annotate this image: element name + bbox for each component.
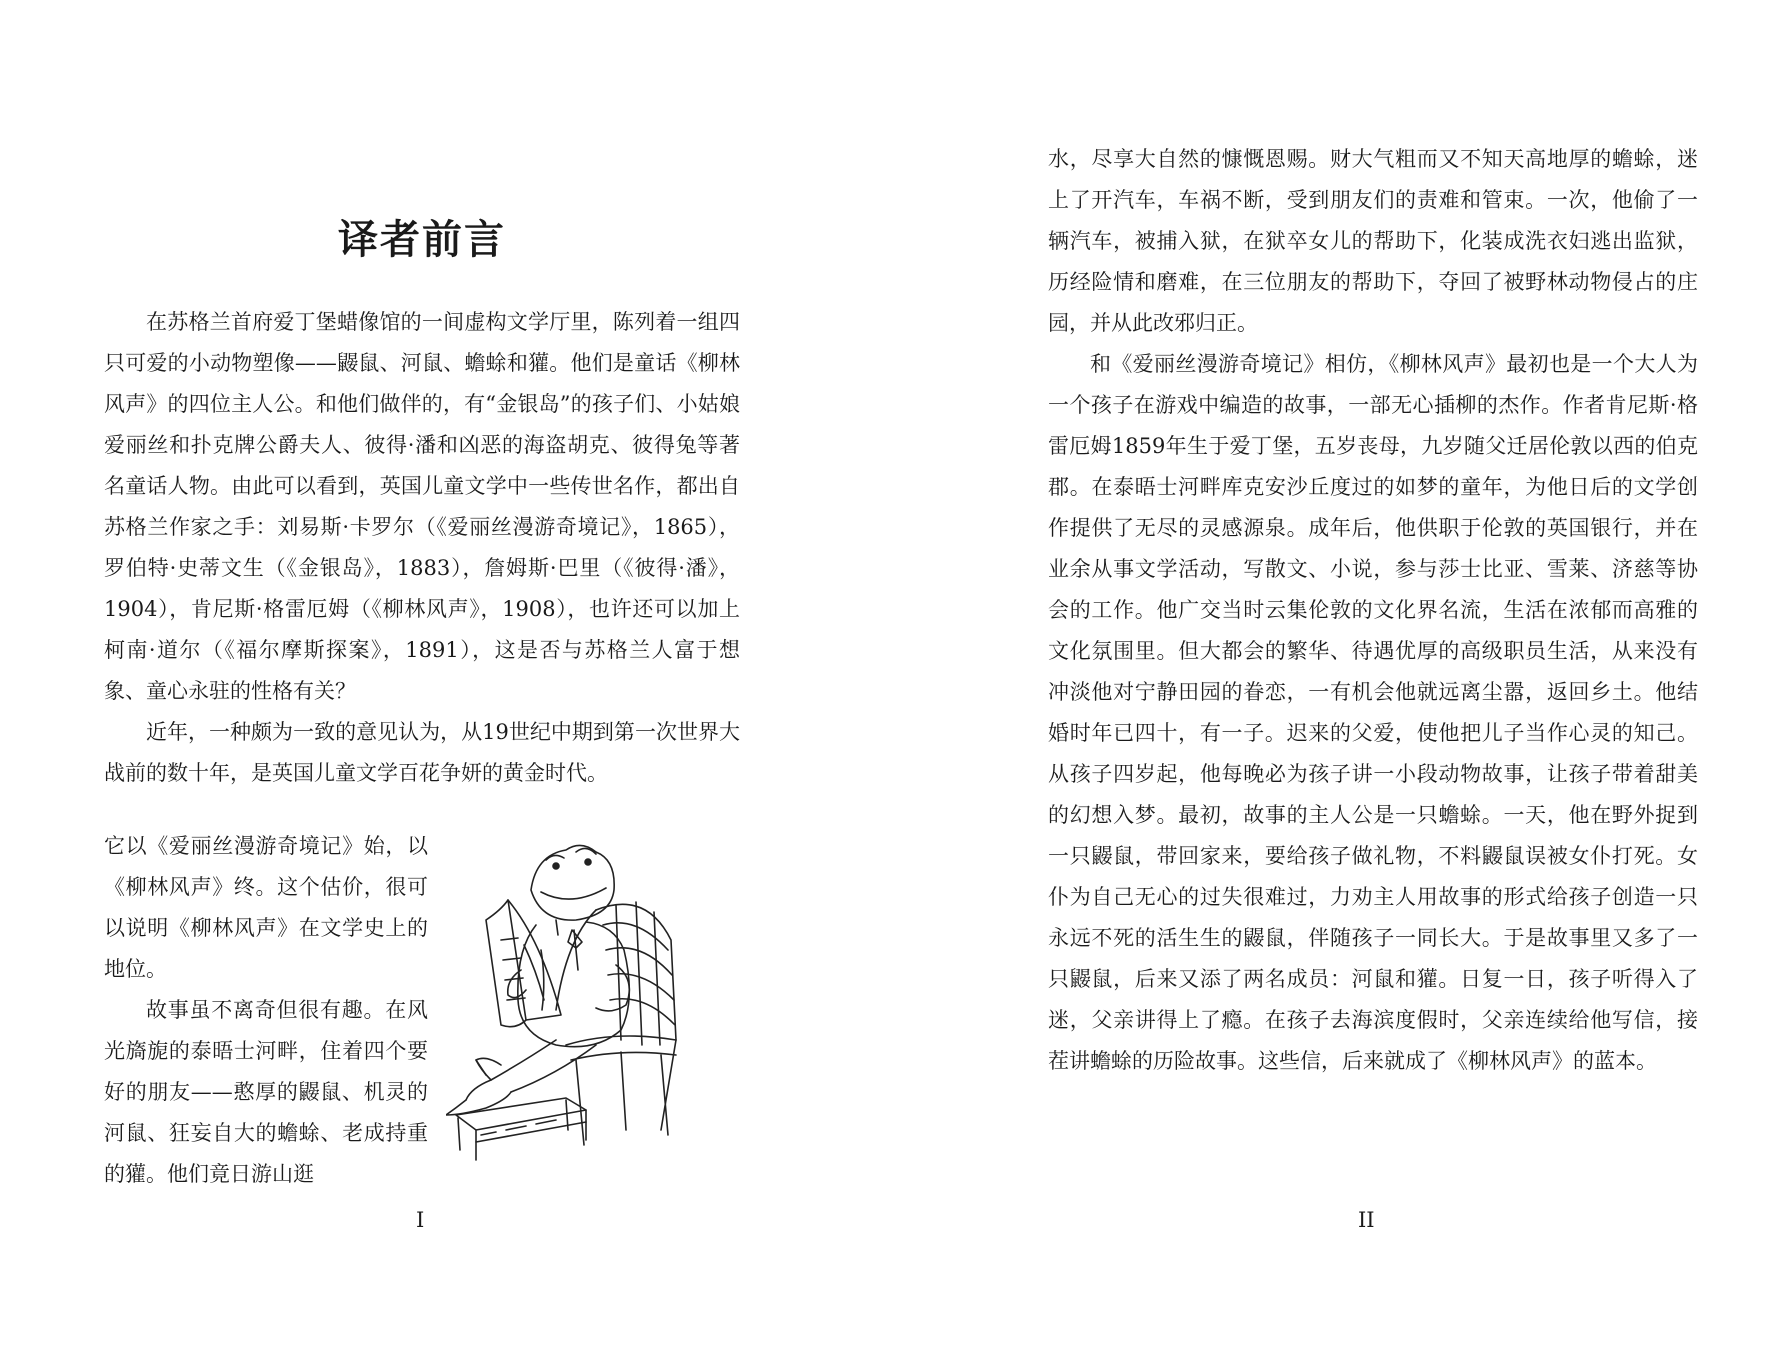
paragraph: 在苏格兰首府爱丁堡蜡像馆的一间虚构文学厅里，陈列着一组四只可爱的小动物塑像——鼹鼠、河鼠、蟾蜍和獾。他们是童话《柳林风声》的四位主人公。和他们做伴的，有“金银岛”的孩子们、小姑娘爱丽丝和扑克牌公爵夫人、彼得·潘和凶恶的海盗胡克、彼得兔等著名童话人物。由此可以看到，英国儿童文学中一些传世名作，都出自苏格兰作家之手：刘易斯·卡罗尔（《爱丽丝漫游奇境记》，1865），罗伯特·史蒂文生（《金银岛》，1883），詹姆斯·巴里（《彼得·潘》，1904），肯尼斯·格雷厄姆（《柳林风声》，1908），也许还可以加上柯南·道尔（《福尔摩斯探案》，1891），这是否与苏格兰人富于想象、童心永驻的性格有关？	[104, 310, 740, 703]
toad-reading-illustration	[446, 830, 746, 1180]
toad-head	[531, 845, 614, 935]
right-page	[886, 0, 1772, 1358]
paragraph: 近年，一种颇为一致的意见认为，从19世纪中期到第一次世界大战前的数十年，是英国儿童文学百花争妍的黄金时代。	[104, 720, 740, 785]
paragraph: 和《爱丽丝漫游奇境记》相仿，《柳林风声》最初也是一个大人为一个孩子在游戏中编造的故事，一部无心插柳的杰作。作者肯尼斯·格雷厄姆1859年生于爱丁堡，五岁丧母，九岁随父迁居伦敦以西的伯克郡。在泰晤士河畔库克安沙丘度过的如梦的童年，为他日后的文学创作提供了无尽的灵感源泉。成年后，他供职于伦敦的英国银行，并在业余从事文学活动，写散文、小说，参与莎士比亚、雪莱、济慈等协会的工作。他广交当时云集伦敦的文化界名流，生活在浓郁而高雅的文化氛围里。但大都会的繁华、待遇优厚的高级职员生活，从来没有冲淡他对宁静田园的眷恋，一有机会他就远离尘嚣，返回乡土。他结婚时年已四十，有一子。迟来的父爱，使他把儿子当作心灵的知己。从孩子四岁起，他每晚必为孩子讲一小段动物故事，让孩子带着甜美的幻想入梦。最初，故事的主人公是一只蟾蜍。一天，他在野外捉到一只鼹鼠，带回家来，要给孩子做礼物，不料鼹鼠误被女仆打死。女仆为自己无心的过失很难过，力劝主人用故事的形式给孩子创造一只永远不死的活生生的鼹鼠，伴随孩子一同长大。于是故事里又多了一只鼹鼠，后来又添了两名成员：河鼠和獾。日复一日，孩子听得入了迷，父亲讲得上了瘾。在孩子去海滨度假时，父亲连续给他写信，接茬讲蟾蜍的历险故事。这些信，后来就成了《柳林风声》的蓝本。	[1048, 352, 1698, 1073]
intro-text-block	[104, 302, 740, 794]
toad-arms	[508, 965, 630, 1011]
toad-legs	[446, 1040, 596, 1115]
narrow-text-block	[104, 826, 428, 1195]
body-text-block	[1048, 139, 1698, 1082]
paragraph: 故事虽不离奇但很有趣。在风光旖旎的泰晤士河畔，住着四个要好的朋友——憨厚的鼹鼠、机灵的河鼠、狂妄自大的蟾蜍、老成持重的獾。他们竟日游山逛	[104, 998, 428, 1186]
newspaper	[486, 900, 561, 1027]
paragraph: 水，尽享大自然的慷慨恩赐。财大气粗而又不知天高地厚的蟾蜍，迷上了开汽车，车祸不断，受到朋友们的责难和管束。一次，他偷了一辆汽车，被捕入狱，在狱卒女儿的帮助下，化装成洗衣妇逃出监狱，历经险情和磨难，在三位朋友的帮助下，夺回了被野林动物侵占的庄园，并从此改邪归正。	[1048, 147, 1698, 335]
wicker-chair	[556, 902, 676, 1145]
paragraph: 它以《爱丽丝漫游奇境记》始，以《柳林风声》终。这个估价，很可以说明《柳林风声》在文学史上的地位。	[104, 834, 428, 981]
page-number: I	[416, 1208, 425, 1232]
page-number: II	[1358, 1208, 1375, 1232]
page-title: 译者前言	[338, 217, 506, 263]
footstool	[456, 1098, 586, 1160]
